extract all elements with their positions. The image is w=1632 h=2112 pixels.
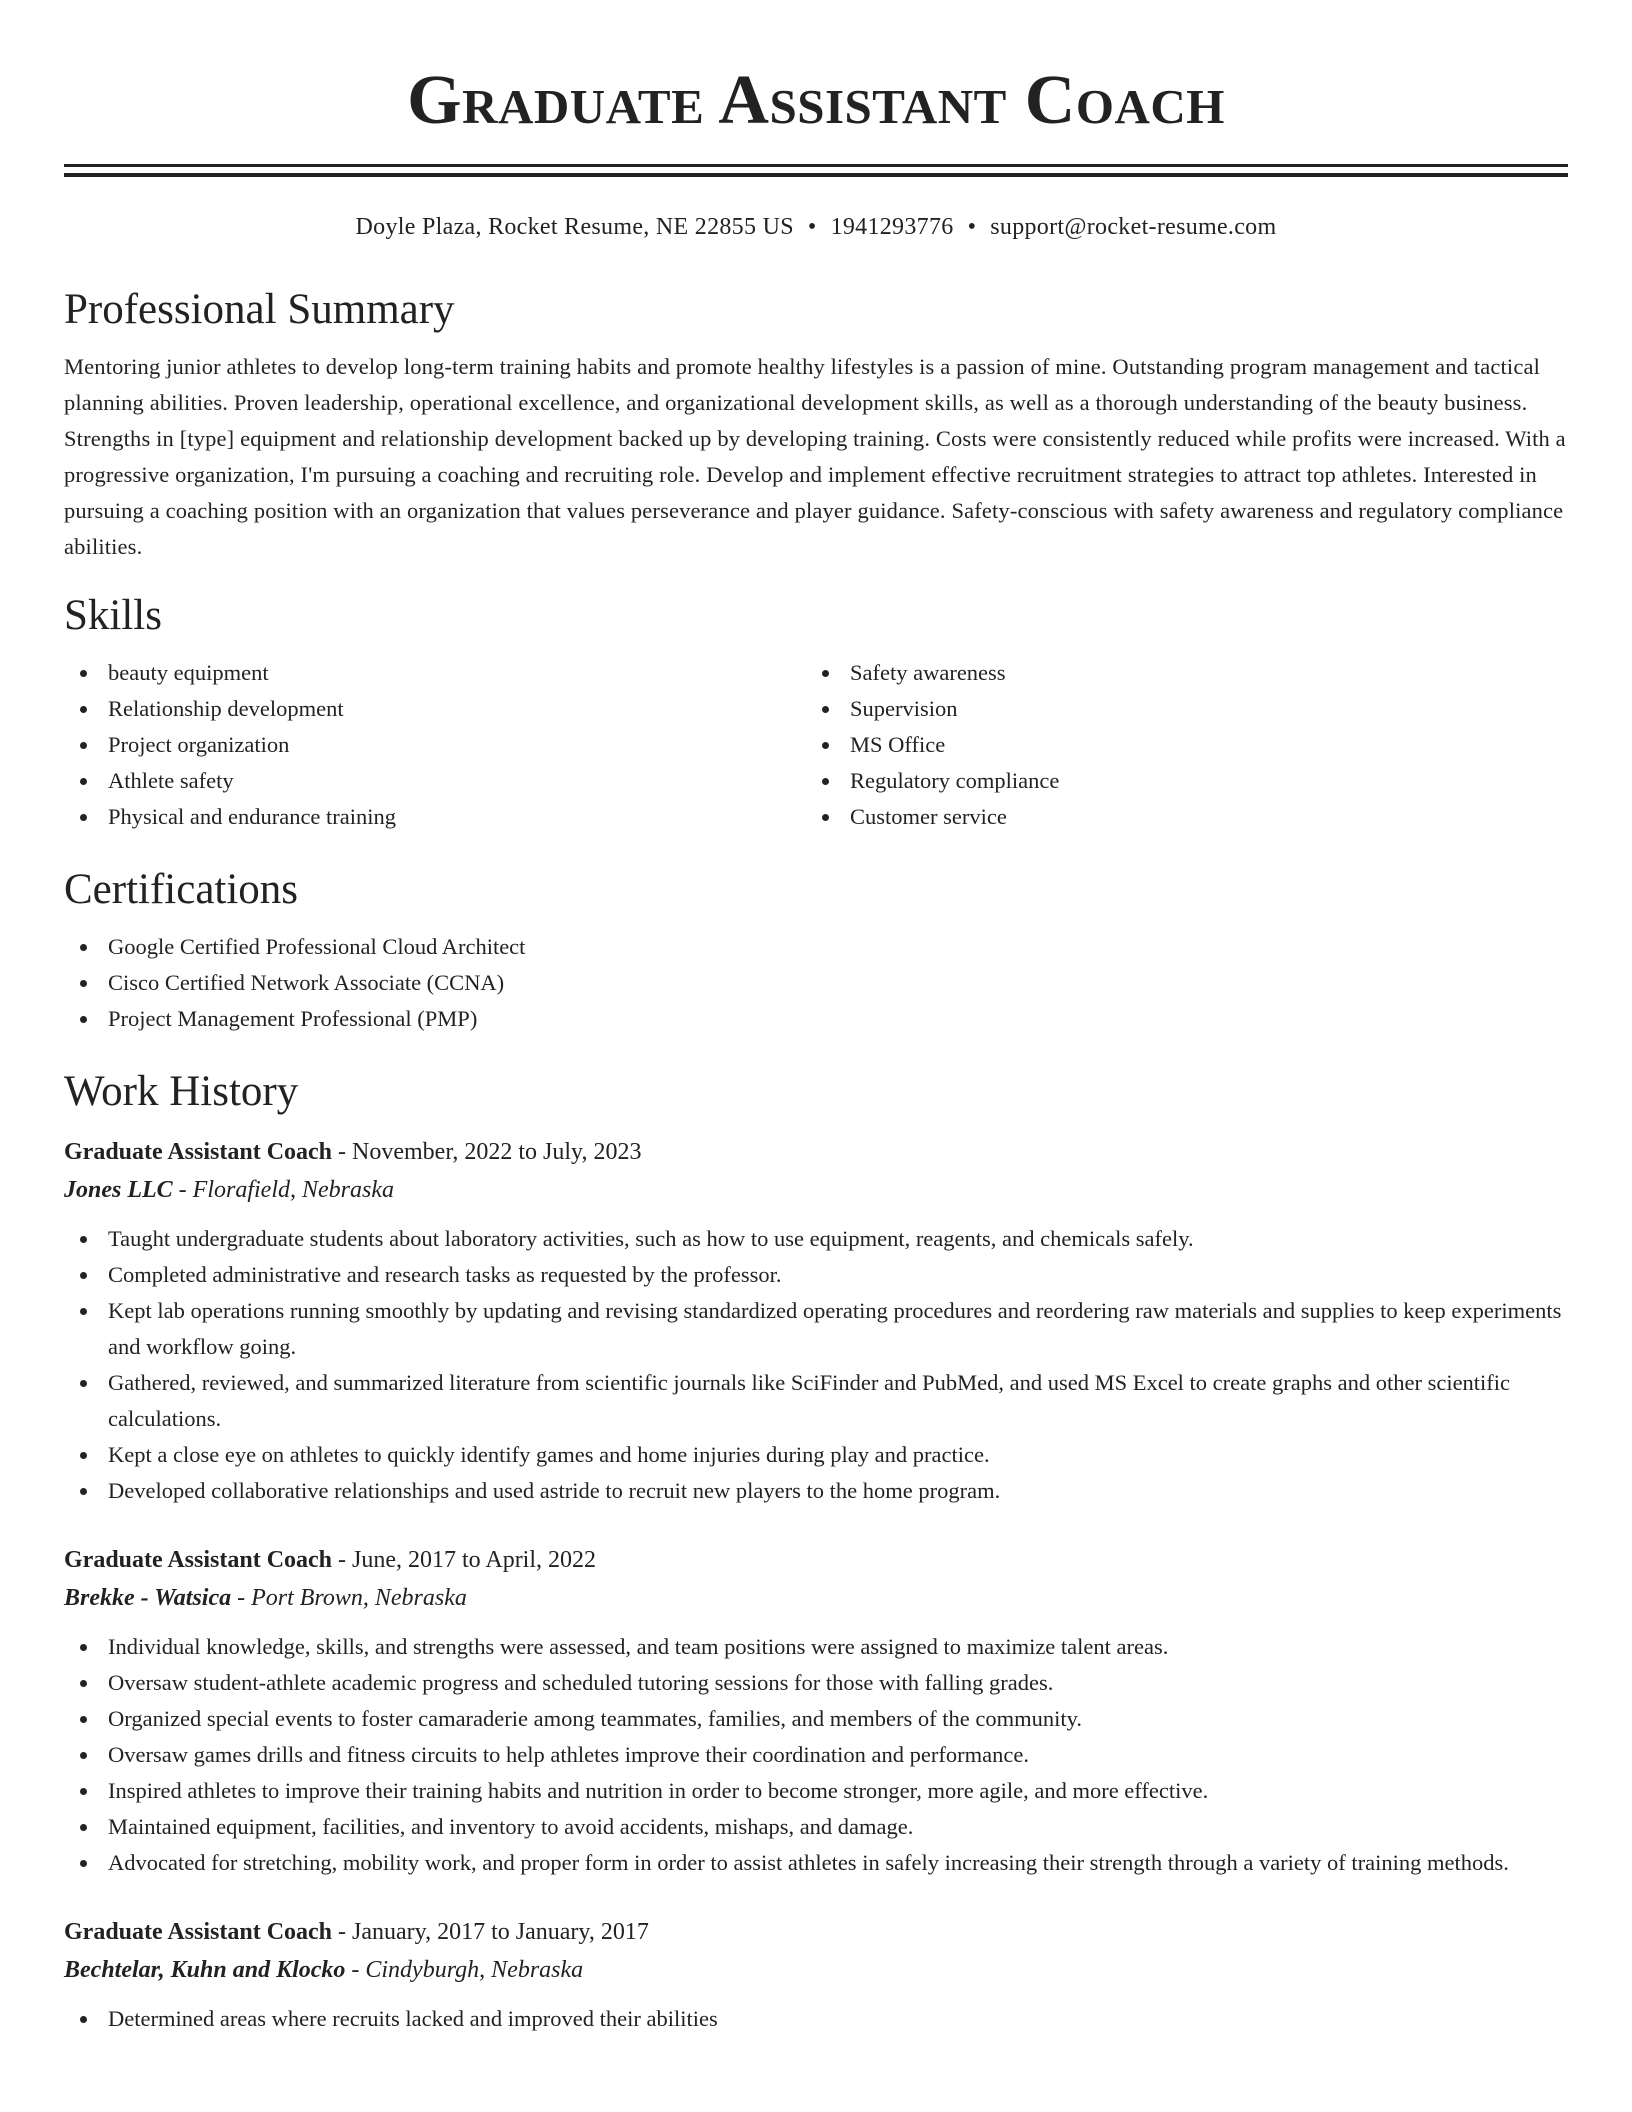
job-dates: - November, 2022 to July, 2023 bbox=[332, 1139, 642, 1165]
skill-item: beauty equipment bbox=[64, 655, 806, 691]
job-duty-item: Developed collaborative relationships and used astride to recruit new players to the home program. bbox=[64, 1473, 1568, 1509]
skills-column-left bbox=[64, 655, 806, 835]
header-divider-top bbox=[64, 164, 1568, 167]
certification-item: Google Certified Professional Cloud Architect bbox=[64, 929, 1568, 965]
skill-item: Physical and endurance training bbox=[64, 799, 806, 835]
job-duty-item: Taught undergraduate students about laboratory activities, such as how to use equipment, reagents, and chemicals safely. bbox=[64, 1221, 1568, 1257]
job-header bbox=[64, 1913, 1568, 1951]
job-location: - Florafield, Nebraska bbox=[172, 1177, 394, 1203]
job-employer bbox=[64, 1951, 1568, 1989]
contact-line bbox=[64, 211, 1568, 243]
contact-separator: • bbox=[807, 214, 817, 240]
contact-phone: 1941293776 bbox=[830, 214, 954, 240]
skill-item: Customer service bbox=[806, 799, 1548, 835]
job-employer bbox=[64, 1579, 1568, 1617]
job-duties bbox=[64, 2001, 1568, 2037]
section-title-certifications: Certifications bbox=[64, 866, 299, 913]
contact-separator: • bbox=[967, 214, 977, 240]
job-employer bbox=[64, 1171, 1568, 1209]
contact-address: Doyle Plaza, Rocket Resume, NE 22855 US bbox=[355, 214, 794, 240]
section-title-skills: Skills bbox=[64, 592, 162, 639]
job-duties bbox=[64, 1629, 1568, 1881]
job-entry bbox=[64, 1133, 1568, 1509]
job-title: Graduate Assistant Coach bbox=[64, 1139, 333, 1165]
certification-item: Project Management Professional (PMP) bbox=[64, 1001, 1568, 1037]
summary-text: Mentoring junior athletes to develop long-term training habits and promote healthy lifestyles is a passion of mine. Outstanding program management and tactical planning abilities. Proven leadership, operational excellence, and organizational development skills, as well as a thorough understanding of the beauty business. Strengths in [type] equipment and relationship development backed up by developing training. Costs were consistently reduced while profits were increased. With a progressive organization, I'm pursuing a coaching and recruiting role. Develop and implement effective recruitment strategies to attract top athletes. Interested in pursuing a coaching position with an organization that values perseverance and player guidance. Safety-conscious with safety awareness and regulatory compliance abilities. bbox=[64, 354, 1566, 559]
skill-item: Athlete safety bbox=[64, 763, 806, 799]
contact-email[interactable]: support@rocket-resume.com bbox=[990, 214, 1277, 240]
header-divider-bottom bbox=[64, 173, 1568, 177]
resume-page bbox=[64, 0, 1568, 2037]
section-title-summary: Professional Summary bbox=[64, 286, 455, 333]
skill-item: Supervision bbox=[806, 691, 1548, 727]
job-duty-item: Completed administrative and research tasks as requested by the professor. bbox=[64, 1257, 1568, 1293]
skill-item: Regulatory compliance bbox=[806, 763, 1548, 799]
job-dates: - June, 2017 to April, 2022 bbox=[332, 1547, 597, 1573]
job-duty-item: Individual knowledge, skills, and strengths were assessed, and team positions were assigned to maximize talent areas. bbox=[64, 1629, 1568, 1665]
job-entry bbox=[64, 1541, 1568, 1881]
job-header bbox=[64, 1541, 1568, 1579]
skills-column-right bbox=[806, 655, 1548, 835]
section-title-work-history: Work History bbox=[64, 1068, 299, 1115]
job-dates: - January, 2017 to January, 2017 bbox=[332, 1919, 649, 1945]
job-location: - Port Brown, Nebraska bbox=[231, 1585, 467, 1611]
job-duty-item: Organized special events to foster camaraderie among teammates, families, and members of the community. bbox=[64, 1701, 1568, 1737]
job-duty-item: Kept lab operations running smoothly by updating and revising standardized operating procedures and reordering raw materials and supplies to keep experiments and workflow going. bbox=[64, 1293, 1568, 1365]
skill-item: Project organization bbox=[64, 727, 806, 763]
job-duty-item: Maintained equipment, facilities, and inventory to avoid accidents, mishaps, and damage. bbox=[64, 1809, 1568, 1845]
job-duty-item: Gathered, reviewed, and summarized literature from scientific journals like SciFinder and PubMed, and used MS Excel to create graphs and other scientific calculations. bbox=[64, 1365, 1568, 1437]
job-location: - Cindyburgh, Nebraska bbox=[345, 1957, 584, 1983]
job-duty-item: Advocated for stretching, mobility work, and proper form in order to assist athletes in safely increasing their strength through a variety of training methods. bbox=[64, 1845, 1568, 1881]
certification-item: Cisco Certified Network Associate (CCNA) bbox=[64, 965, 1568, 1001]
job-title: Graduate Assistant Coach bbox=[64, 1547, 333, 1573]
job-title: Graduate Assistant Coach bbox=[64, 1919, 333, 1945]
job-company: Bechtelar, Kuhn and Klocko bbox=[64, 1957, 346, 1983]
certifications-list bbox=[64, 929, 1568, 1037]
skill-item: Relationship development bbox=[64, 691, 806, 727]
job-duty-item: Oversaw student-athlete academic progress and scheduled tutoring sessions for those with falling grades. bbox=[64, 1665, 1568, 1701]
job-company: Brekke - Watsica bbox=[64, 1585, 232, 1611]
job-duty-item: Kept a close eye on athletes to quickly identify games and home injuries during play and practice. bbox=[64, 1437, 1568, 1473]
skill-item: Safety awareness bbox=[806, 655, 1548, 691]
job-duty-item: Inspired athletes to improve their training habits and nutrition in order to become stronger, more agile, and more effective. bbox=[64, 1773, 1568, 1809]
resume-name: Graduate Assistant Coach bbox=[407, 62, 1225, 139]
job-duties bbox=[64, 1221, 1568, 1509]
job-header bbox=[64, 1133, 1568, 1171]
job-duty-item: Oversaw games drills and fitness circuits to help athletes improve their coordination and performance. bbox=[64, 1737, 1568, 1773]
job-duty-item: Determined areas where recruits lacked and improved their abilities bbox=[64, 2001, 1568, 2037]
skill-item: MS Office bbox=[806, 727, 1548, 763]
job-entry bbox=[64, 1913, 1568, 2037]
skills-list bbox=[64, 655, 1568, 835]
job-company: Jones LLC bbox=[64, 1177, 173, 1203]
